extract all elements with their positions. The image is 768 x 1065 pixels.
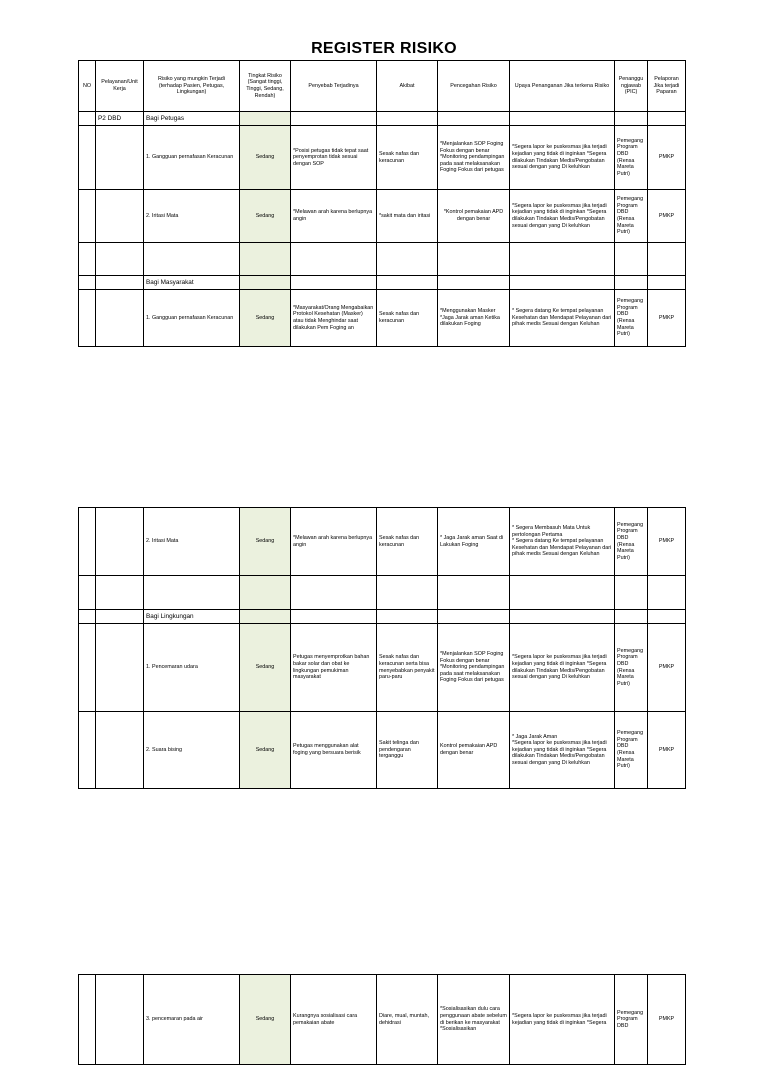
- effect-cell: Diare, mual, muntah, dehidrasi: [377, 975, 438, 1065]
- risk-cell: 1. Gangguan pernafasan Keracunan: [144, 126, 240, 190]
- header-row: [79, 61, 686, 112]
- cause-cell: *Melawan arah karena berlupnya angin: [291, 508, 377, 576]
- report-cell: PMKP: [648, 508, 686, 576]
- table-row: [79, 624, 686, 712]
- report-cell: PMKP: [648, 712, 686, 789]
- prevention-cell: *Sosialisasikan dulu cara penggunaan abate sebelum di berikan ke masyarakat *Sosialisasikan: [440, 1006, 507, 1033]
- cause-cell: *Masyarakat/Orang Mengabaikan Protokol Kesehatan (Masker) atau tidak Menghindar saat dilakukan Pem Foging an: [291, 290, 377, 347]
- effect-cell: Sesak nafas dan keracunan: [377, 508, 438, 576]
- cause-cell: *Melawan arah karena berlupnya angin: [291, 190, 377, 243]
- pic-cell: Pemegang Program DBD (Rensa Mareta Putri): [615, 290, 648, 347]
- header-prevention: Pencegahan Risiko: [438, 61, 510, 112]
- handling-cell: *Segera lapor ke puskesmas jika terjadi kejadian yang tidak di inginkan *Segera dilakukan Tindakan Medis/Pengobatan sesuai dengan yang Di keluhkan: [510, 624, 615, 712]
- pic-cell: Pemegang Program DBD (Rensa Mareta Putri): [615, 190, 648, 243]
- effect-cell: Sakit telinga dan pendengaran terganggu: [377, 712, 438, 789]
- effect-cell: Sesak nafas dan keracunan: [377, 290, 438, 347]
- header-no: NO: [79, 61, 96, 112]
- risk-level-cell: Sedang: [240, 190, 291, 243]
- risk-level-cell: Sedang: [240, 126, 291, 190]
- table-row: [79, 508, 686, 576]
- header-risk: Risiko yang mungkin Terjadi (terhadap Pasien, Petugas, Lingkungan): [144, 61, 240, 112]
- group-label-lingkungan: Bagi Lingkungan: [144, 610, 240, 624]
- prevention-cell: * Jaga Jarak aman Saat di Lakukan Foging: [438, 508, 510, 576]
- table-row: [79, 975, 686, 1065]
- report-cell: PMKP: [648, 624, 686, 712]
- handling-cell: * Segera datang Ke tempat pelayanan Kesehatan dan Mendapat Pelayanan dari pihak medis Sesuai dengan Keluhan: [510, 290, 615, 347]
- prevention-cell: *Menggunakan Masker *Jaga Jarak aman Ketika dilakukan Foging: [440, 308, 500, 328]
- risk-cell: 2. Iritasi Mata: [144, 190, 240, 243]
- pic-cell: Pemegang Program DBD (Rensa Mareta Putri): [615, 712, 648, 789]
- effect-cell: *sakit mata dan iritasi: [377, 190, 438, 243]
- cause-cell: Petugas menyemprotkan bahan bakar solar dan obat ke lingkungan pemukiman masyarakat: [291, 624, 377, 712]
- cause-cell: Petugas menggunakan alat foging yang bersuara berisik: [291, 712, 377, 789]
- group-label-masyarakat: Bagi Masyarakat: [144, 276, 240, 290]
- pic-cell: Pemegang Program DBD (Rensa Mareta Putri): [615, 126, 648, 190]
- cause-cell: *Posisi petugas tidak tepat saat penyemprotan tidak sesuai dengan SOP: [291, 126, 377, 190]
- cause-cell: Kurangnya sosialisasi cara pemakaian abate: [291, 975, 377, 1065]
- risk-level-cell: Sedang: [240, 975, 291, 1065]
- risk-register-table-2: [78, 507, 686, 789]
- pic-cell: Pemegang Program DBD: [615, 975, 648, 1065]
- table-row: [79, 190, 686, 243]
- table-row: [79, 712, 686, 789]
- header-level: Tingkat Risiko (Sangat tinggi, Tinggi, Sedang, Rendah): [240, 61, 291, 112]
- risk-cell: 2. Iritasi Mata: [144, 508, 240, 576]
- table-row: [79, 290, 686, 347]
- report-cell: PMKP: [648, 190, 686, 243]
- header-effect: Akibat: [377, 61, 438, 112]
- handling-cell: * Jaga Jarak Aman *Segera lapor ke puskesmas jika terjadi kejadian yang tidak di inginkan *Segera dilakukan Tindakan Medis/Pengobatan sesuai dengan yang Di keluhkan: [512, 733, 607, 766]
- risk-cell: 1. Pencemaran udara: [144, 624, 240, 712]
- section-row: [79, 112, 686, 126]
- group-label-petugas: Bagi Petugas: [144, 112, 240, 126]
- unit-label: P2 DBD: [96, 112, 144, 126]
- report-cell: PMKP: [648, 126, 686, 190]
- prevention-cell: Kontrol pemakaian APD dengan benar: [438, 712, 510, 789]
- prevention-cell: *Kontrol pemakaian APD dengan benar: [438, 190, 510, 243]
- header-handling: Upaya Penanganan Jika terkena Risiko: [510, 61, 615, 112]
- report-cell: PMKP: [648, 975, 686, 1065]
- empty-row: [79, 243, 686, 276]
- pic-cell: Pemegang Program DBD (Rensa Mareta Putri): [615, 624, 648, 712]
- risk-cell: 3. pencemaran pada air: [144, 975, 240, 1065]
- header-cause: Penyebab Terjadinya: [291, 61, 377, 112]
- risk-level-cell: Sedang: [240, 624, 291, 712]
- header-report: Pelaporan Jika terjadi Paparan: [648, 61, 686, 112]
- handling-cell: *Segera lapor ke puskesmas jika terjadi kejadian yang tidak di inginkan *Segera: [510, 975, 615, 1065]
- section-row: [79, 610, 686, 624]
- report-cell: PMKP: [648, 290, 686, 347]
- prevention-cell: *Menjalankan SOP Foging Fokus dengan benar *Monitoring pendampingan pada saat melaksanakan Foging Fokus dari petugas: [440, 651, 505, 684]
- table-row: [79, 126, 686, 190]
- header-pic: Penanggu ngjawab (PIC): [615, 61, 648, 112]
- risk-level-cell: Sedang: [240, 290, 291, 347]
- pic-cell: Pemegang Program DBD (Rensa Mareta Putri): [615, 508, 648, 576]
- risk-cell: 2. Suara bising: [144, 712, 240, 789]
- page-title: REGISTER RISIKO: [311, 40, 457, 57]
- risk-level-cell: Sedang: [240, 508, 291, 576]
- header-unit: Pelayanan/Unit Kerja: [96, 61, 144, 112]
- effect-cell: Sesak nafas dan keracunan: [377, 126, 438, 190]
- handling-cell: * Segera Membasuh Mata Untuk pertolongan Pertama * Segera datang Ke tempat pelayanan Kesehatan dan Mendapat Pelayanan dari pihak medis Sesuai dengan Keluhan: [512, 525, 612, 558]
- risk-cell: 1. Gangguan pernafasan Keracunan: [144, 290, 240, 347]
- risk-level-cell: Sedang: [240, 712, 291, 789]
- risk-register-table-3: [78, 974, 686, 1065]
- section-row: [79, 276, 686, 290]
- prevention-cell: *Menjalankan SOP Foging Fokus dengan benar *Monitoring pendampingan pada saat melaksanakan Foging Fokus dari petugas: [440, 141, 505, 174]
- handling-cell: *Segera lapor ke puskesmas jika terjadi kejadian yang tidak di inginkan *Segera dilakukan Tindakan Medis/Pengobatan sesuai dengan yang Di keluhkan: [510, 190, 615, 243]
- risk-register-table-1: [78, 60, 686, 347]
- empty-row: [79, 576, 686, 610]
- effect-cell: Sesak nafas dan keracunan serta bisa menyebabkan penyakit paru-paru: [377, 624, 438, 712]
- handling-cell: *Segera lapor ke puskesmas jika terjadi kejadian yang tidak di inginkan *Segera dilakukan Tindakan Medis/Pengobatan sesuai dengan yang Di keluhkan: [510, 126, 615, 190]
